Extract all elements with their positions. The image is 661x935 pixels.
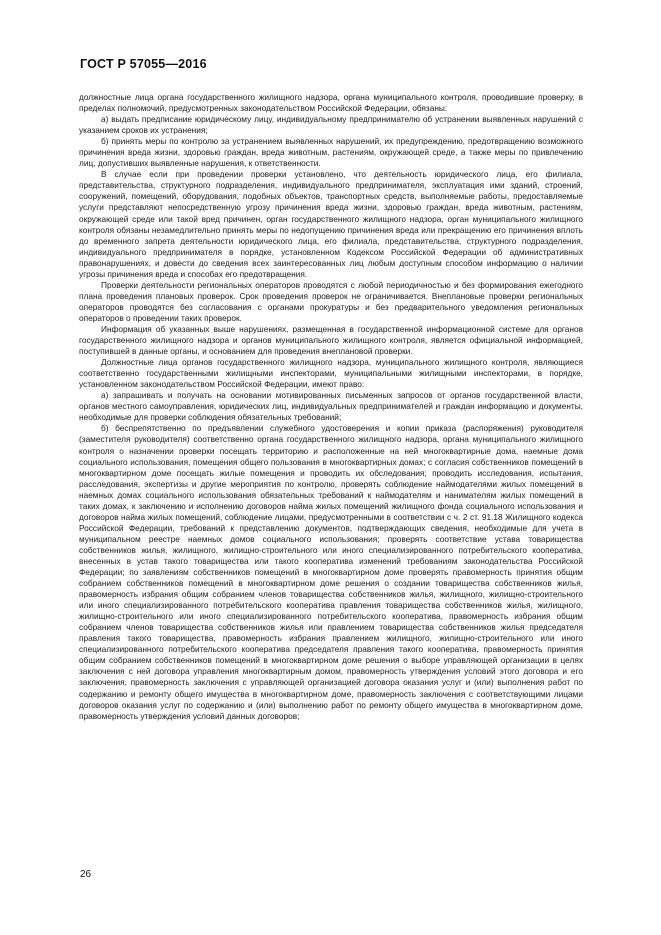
paragraph-right-b: б) беспрепятственно по предъявлении служебного удостоверения и копии приказа (распоряжения) руководителя (заместителя руководителя) соответственно органа государственного жилищного надзора, органа муниципального жилищного контроля о назначении проверки посещать территорию и расположенные на ней многоквартирные дома, наемные дома социального использования, помещения общего пользования в многоквартирных домах; с согласия собственников помещений в многоквартирном доме посещать жилые помещения и проводить их обследования; проводить исследования, испытания, расследования, экспертизы и другие мероприятия по контролю, проверять соблюдение наймодателями жилых помещений в наемных домах социального использования обязательных требований к наймодателям и нанимателям жилых помещений в таких домах, к заключению и исполнению договоров найма жилых помещений жилищного фонда социального использования и договоров найма жилых помещений, соблюдение лицами, предусмотренными в соответствии с ч. 2 ст. 91.18 Жилищного кодекса Российской Федерации, требований к представлению документов, подтверждающих сведения, необходимые для учета в муниципальном реестре наемных домов социального использования; проверять соответствие устава товарищества собственников жилья, жилищного, жилищно-строительного или иного специализированного потребительского кооператива, внесенных в устав такого товарищества или такого кооператива изменений требованиям законодательства Российской Федерации; по заявлениям собственников помещений в многоквартирном доме проверять правомерность принятия общим собранием собственников помещений в многоквартирном доме решения о создании товарищества собственников жилья, правомерность избрания общим собранием членов товарищества собственников жилья, жилищного, жилищно-строительного или иного специализированного потребительского кооператива правления товарищества собственников жилья, жилищного, жилищно-строительного или иного специализированного потребительского кооператива, правомерность избрания общим собранием членов товарищества собственников жилья или правлением товарищества собственников жилья председателя правления такого товарищества, правомерность избрания правлением жилищного, жилищно-строительного или иного специализированного потребительского кооператива председателя правления такого кооператива, правомерность принятия общим собранием собственников помещений в многоквартирном доме решения о выборе управляющей организации в целях заключения с ней договора управления многоквартирным домом, правомерность утверждения условий этого договора и его заключения, правомерность заключения с управляющей организацией договора оказания услуг и (или) выполнения работ по содержанию и ремонту общего имущества в многоквартирном доме, правомерность заключения с соответствующими лицами договоров оказания услуг по содержанию и (или) выполнению работ по ремонту общего имущества в многоквартирном доме, правомерность утверждения условий данных договоров; [79,423,583,721]
document-body [79,92,583,722]
paragraph-item-a: а) выдать предписание юридическому лицу, индивидуальному предпринимателю об устранении выявленных нарушений с указанием сроков их устранения; [79,114,583,136]
paragraph-threat-measures: В случае если при проведении проверки установлено, что деятельность юридического лица, его филиала, представительства, структурного подразделения, индивидуального предпринимателя, эксплуатация ими зданий, строений, сооружений, помещений, оборудования, подобных объектов, транспортных средств, выполняемые работы, предоставляемые услуги представляют непосредственную угрозу причинения вреда жизни, здоровью граждан, вреда животным, растениям, окружающей среде или такой вред причинен, орган государственного жилищного надзора, орган муниципального жилищного контроля обязаны незамедлительно принять меры по недопущению причинения вреда или прекращению его причинения вплоть до временного запрета деятельности юридического лица, его филиала, представительства, структурного подразделения, индивидуального предпринимателя в порядке, установленном Кодексом Российской Федерации об административных правонарушениях, и довести до сведения всех заинтересованных лиц любым доступным способом информацию о наличии угрозы причинения вреда и способах его предотвращения. [79,169,583,279]
paragraph-regional-operators: Проверки деятельности региональных операторов проводятся с любой периодичностью и без формирования ежегодного плана проведения плановых проверок. Срок проведения проверок не ограничивается. Внеплановые проверки региональных операторов проводятся без согласования с органами прокуратуры и без предварительного уведомления региональных операторов о проведении таких проверок. [79,279,583,323]
paragraph-information-system: Информация об указанных выше нарушениях, размещенная в государственной информационной системе для органов государственного жилищного надзора и органов муниципального жилищного контроля, является официальной информацией, поступившей в данные органы, и основанием для проведения внеплановой проверки. [79,323,583,357]
paragraph-right-a: а) запрашивать и получать на основании мотивированных письменных запросов от органов государственной власти, органов местного самоуправления, юридических лиц, индивидуальных предпринимателей и граждан информацию и документы, необходимые для проверки соблюдения обязательных требований; [79,390,583,423]
paragraph-inspector-rights: Должностные лица органов государственного жилищного надзора, муниципального жилищного контроля, являющиеся соответственно государственными жилищными инспекторами, муниципальными жилищными инспекторами, в порядке, установленном законодательством Российской Федерации, имеют право: [79,357,583,390]
document-code-header: ГОСТ Р 57055—2016 [80,57,207,71]
page-number: 26 [80,869,92,880]
paragraph-continuation: должностные лица органа государственного жилищного надзора, органа муниципального контроля, проводившие проверку, в пределах полномочий, предусмотренных законодательством Российской Федерации, обязаны: [79,92,583,114]
paragraph-item-b: б) принять меры по контролю за устранением выявленных нарушений, их предупреждению, предотвращению возможного причинения вреда жизни, здоровью граждан, вреда животным, растениям, окружающей среде, а также меры по привлечению лиц, допустивших выявленные нарушения, к ответственности. [79,136,583,169]
